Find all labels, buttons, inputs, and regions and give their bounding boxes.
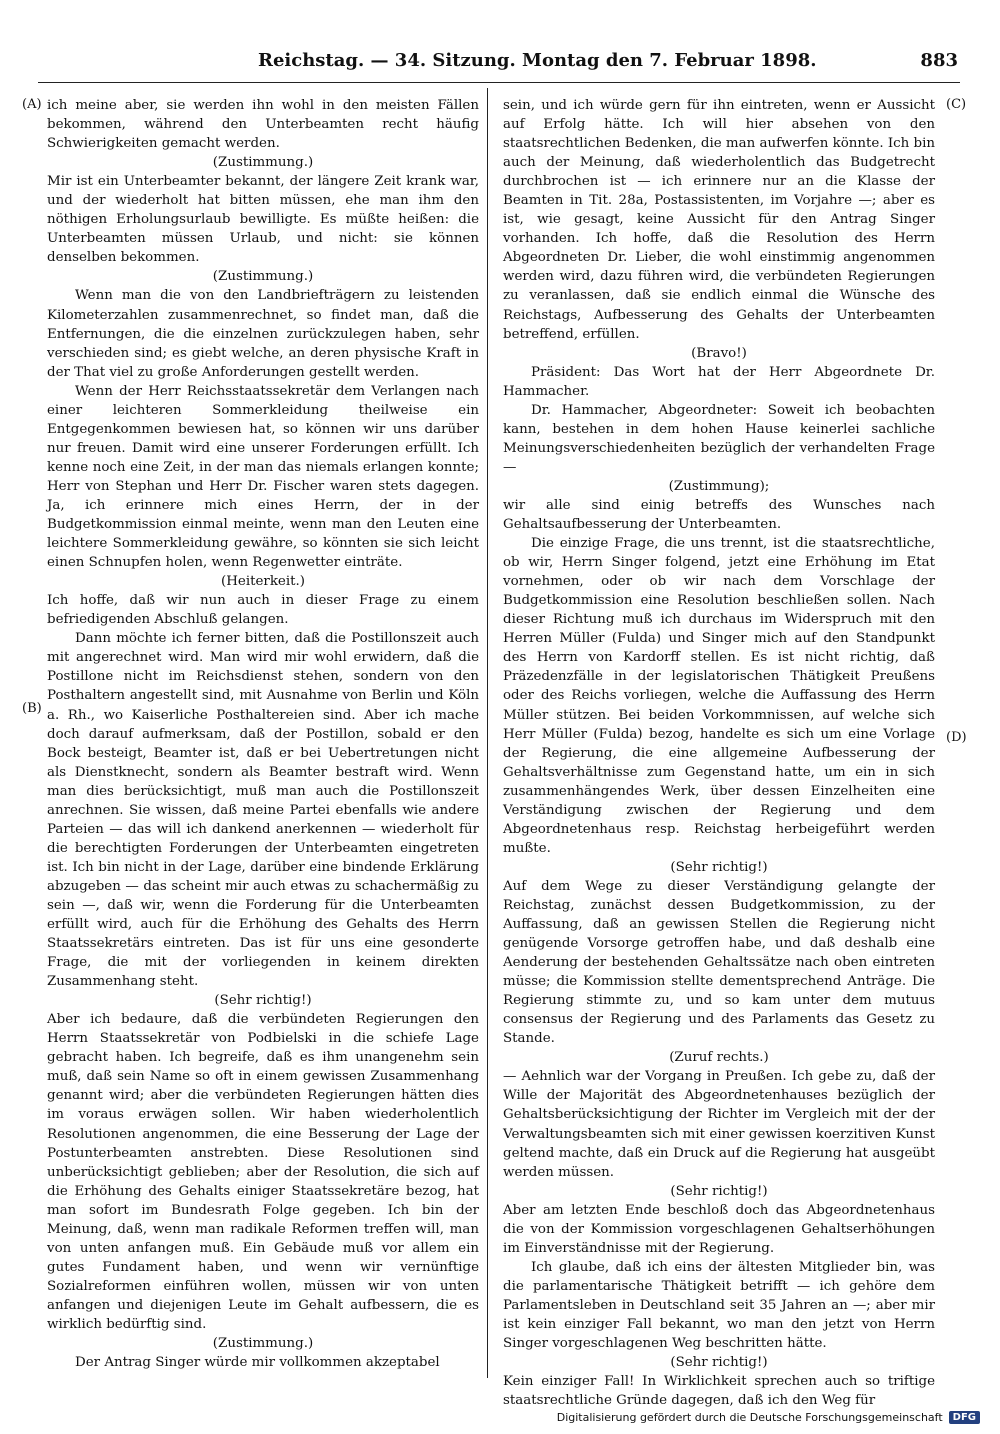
header-title: Reichstag. — 34. Sitzung. Montag den 7. Februar 1898. — [258, 50, 817, 71]
paragraph: sein, und ich würde gern für ihn eintreten, wenn er Aussicht auf Erfolg hätte. Ich will hier absehen von den staatsrechtlichen Bedenken, die man aufwerfen könnte. Ich bin auch der Meinung, daß wiederholentlich das Budgetrecht durchbrochen ist — ich erinnere nur an die Klasse der Beamten in Tit. 28a, Postassistenten, im Vorjahre —; aber es ist, wie gesagt, keine Aussicht für den Antrag Singer vorhanden. Ich hoffe, daß die Resolution des Herrn Abgeordneten Dr. Lieber, die wohl einstimmig angenommen werden wird, dazu führen wird, die verbündeten Regierungen zu veranlassen, daß sie endlich einmal die Wünsche des Reichstags, Aufbesserung des Gehalts der Unterbeamten betreffend, erfüllen. — [503, 98, 935, 342]
paragraph: Wenn man die von den Landbriefträgern zu leistenden Kilometerzahlen zusammenrechnet, so findet man, daß die Entfernungen, die die einzelnen zurückzulegen haben, sehr verschieden sind; es giebt welche, an deren physische Kraft in der That viel zu große Anforderungen gestellt werden. — [47, 288, 479, 380]
dfg-logo: DFG — [949, 1411, 980, 1424]
interjection: (Zustimmung.) — [212, 1336, 314, 1352]
paragraph: Aber am letzten Ende beschloß doch das Abgeordnetenhaus die von der Kommission vorgeschlagenen Gehaltserhöhungen im Einverständnisse mit der Regierung. — [503, 1202, 935, 1256]
paragraph: Auf dem Wege zu dieser Verständigung gelangte der Reichstag, zunächst dessen Budgetkommission, zu der Auffassung, daß an gewissen Stellen die Regierung nicht genügende Vorsorge getroffen habe, und daß deshalb eine Aenderung der bestehenden Gehaltssätze nach oben eintreten müsse; die Kommission stellte dementsprechend Anträge. Die Regierung stimmte zu, und so kam unter dem mutuus consensus der Regierung und des Parlaments das Gesetz zu Stande. — [503, 878, 935, 1047]
margin-marker-d: (D) — [946, 730, 967, 745]
paragraph: Ich glaube, daß ich eins der ältesten Mitglieder bin, was die parlamentarische Thätigkeit betrifft — ich gehöre dem Parlamentsleben in Deutschland seit 35 Jahren an —; aber mir ist kein einziger Fall bekannt, wo man den jetzt von Herrn Singer vorgeschlagenen Weg beschritten hätte. — [503, 1259, 935, 1352]
right-column — [503, 96, 935, 1410]
paragraph: Dann möchte ich ferner bitten, daß die Postillonszeit auch mit angerechnet wird. Man wird mir wohl erwidern, daß die Postillone nicht im Reichsdienst stehen, sondern von den Posthaltern angestellt sind, mit Ausnahme von Berlin und Köln a. Rh., wo Kaiserliche Posthaltereien sind. Aber ich mache doch darauf aufmerksam, daß der Postillon, sobald er den Bock besteigt, Beamter ist, daß er bei Uebertretungen nicht als Dienstknecht, sondern als Beamter bestraft wird. Wenn man dies berücksichtigt, muß man auch die Postillonszeit anrechnen. Sie wissen, daß meine Partei ebenfalls wie andere Parteien — das will ich dankend anerkennen — wiederholt für die berechtigten Forderungen der Unterbeamten eingetreten ist. Ich bin nicht in der Lage, darüber eine bindende Erklärung abzugeben — das scheint mir auch etwas zu schachermäßig zu sein —, daß wir, wenn die Forderung für die Unterbeamten erfüllt wird, auch für die Erhöhung des Gehalts des Herrn Staatssekretärs eintreten. Das ist für uns eine gesonderte Frage, die mit der vorliegenden in keinem direkten Zusammenhang steht. — [47, 631, 479, 990]
page-number: 883 — [920, 50, 958, 71]
interjection: (Zustimmung.) — [212, 269, 314, 285]
margin-marker-b: (B) — [22, 701, 42, 716]
paragraph: Kein einziger Fall! In Wirklichkeit sprechen auch so triftige staatsrechtliche Gründe dagegen, daß ich den Weg für — [503, 1374, 935, 1409]
paragraph: Aber ich bedaure, daß die verbündeten Regierungen den Herrn Staatssekretär von Podbielski in die schiefe Lage gebracht haben. Ich begreife, daß es ihm unangenehm sein muß, daß sein Name so oft in einem gewissen Zusammenhang genannt wird; aber die verbündeten Regierungen hätten dies im voraus erwägen sollen. Wir haben wiederholentlich Resolutionen angenommen, die eine Besserung der Lage der Postunterbeamten anstrebten. Diese Resolutionen sind unberücksichtigt geblieben; aber der Resolution, die sich auf die Erhöhung des Gehalts einiger Staatssekretäre bezog, hat man sofort im Bundesrath Folge gegeben. Ich bin der Meinung, daß, wenn man radikale Reformen treffen will, man von unten anfangen muß. Ein Gebäude muß vor allem ein gutes Fundament haben, und wenn wir vernünftige Sozialreformen einführen wollen, müssen wir von unten anfangen und diejenigen Leute im Gehalt aufbessern, die es wirklich bedürftig sind. — [47, 1012, 479, 1332]
margin-marker-a: (A) — [22, 97, 42, 112]
paragraph: Ich hoffe, daß wir nun auch in dieser Frage zu einem befriedigenden Abschluß gelangen. — [47, 593, 479, 628]
interjection: (Zustimmung.) — [212, 155, 314, 171]
column-divider — [487, 88, 488, 1378]
speaker-paragraph: Präsident: Das Wort hat der Herr Abgeordnete Dr. Hammacher. — [503, 364, 935, 399]
interjection: (Sehr richtig!) — [670, 859, 768, 875]
paragraph: — Aehnlich war der Vorgang in Preußen. Ich gebe zu, daß der Wille der Majorität des Abgeordnetenhauses bezüglich der Gehaltsberücksichtigung der Richter im Vergleich mit der der Verwaltungsbeamten sich mit einer gewissen koerzitiven Kunst geltend machte, daß ein Druck auf die Regierung hat ausgeübt werden müssen. — [503, 1069, 935, 1180]
paragraph: Mir ist ein Unterbeamter bekannt, der längere Zeit krank war, und der wiederholt hat bitten müssen, ehe man ihm den nöthigen Erholungsurlaub bewilligte. Es müßte heißen: die Unterbeamten müssen Urlaub, und nicht: sie können denselben bekommen. — [47, 174, 479, 266]
paragraph: wir alle sind einig betreffs des Wunsches nach Gehaltsaufbesserung der Unterbeamten. — [503, 497, 935, 533]
page-header — [0, 50, 1000, 80]
interjection: (Bravo!) — [691, 345, 747, 361]
interjection: (Sehr richtig!) — [670, 1355, 768, 1371]
header-rule — [38, 82, 960, 83]
footer-credit — [557, 1411, 980, 1424]
paragraph: Der Antrag Singer würde mir vollkommen akzeptabel — [75, 1355, 440, 1371]
interjection: (Zuruf rechts.) — [669, 1050, 769, 1066]
paragraph: ich meine aber, sie werden ihn wohl in den meisten Fällen bekommen, während den Unterbeamten recht häufig Schwierigkeiten gemacht werden. — [47, 98, 479, 152]
interjection: (Heiterkeit.) — [221, 574, 305, 590]
interjection: (Sehr richtig!) — [670, 1183, 768, 1199]
left-column — [47, 96, 479, 1372]
interjection: (Zustimmung); — [668, 478, 770, 494]
speaker-paragraph: Dr. Hammacher, Abgeordneter: Soweit ich beobachten kann, bestehen in dem hohen Hause keinerlei sachliche Meinungsverschiedenheiten bezüglich der verhandelten Frage — — [503, 402, 935, 475]
footer-text: Digitalisierung gefördert durch die Deutsche Forschungsgemeinschaft — [556, 1411, 943, 1424]
paragraph: Die einzige Frage, die uns trennt, ist die staatsrechtliche, ob wir, Herrn Singer folgend, jetzt eine Erhöhung im Etat vornehmen, oder ob wir nach dem Vorschlage der Budgetkommission eine Resolution beschließen sollen. Nach dieser Richtung muß ich durchaus im Widerspruch mit den Herren Müller (Fulda) und Singer mich auf den Standpunkt des Herrn von Kardorff stellen. Es ist nicht richtig, daß Präzedenzfälle in der legislatorischen Thätigkeit Preußens oder des Reichs vorliegen, welche die Auffassung des Herrn Müller stützen. Bei beiden Vorkommnissen, auf welche sich Herr Müller (Fulda) bezog, handelte es sich um eine Vorlage der Regierung, die eine allgemeine Aufbesserung der Gehaltsverhältnisse zum Gegenstand hatte, um ein in sich zusammenhängendes Werk, über dessen Einzelheiten eine Verständigung zwischen der Regierung und dem Abgeordnetenhaus resp. Reichstag herbeigeführt werden mußte. — [503, 536, 935, 856]
margin-marker-c: (C) — [946, 97, 967, 112]
interjection: (Sehr richtig!) — [214, 993, 312, 1009]
paragraph: Wenn der Herr Reichsstaatssekretär dem Verlangen nach einer leichteren Sommerkleidung theilweise ein Entgegenkommen bewiesen hat, so können wir uns darüber nur freuen. Damit wird eine unserer Forderungen erfüllt. Ich kenne noch eine Zeit, in der man das niemals erlangen konnte; Herr von Stephan und Herr Dr. Fischer waren stets dagegen. Ja, ich erinnere mich eines Herrn, der in der Budgetkommission einmal meinte, wenn man den Leuten eine leichtere Sommerkleidung gewähre, so könnten sie sich leicht einen Schnupfen holen, wenn Regenwetter einträte. — [47, 383, 479, 571]
